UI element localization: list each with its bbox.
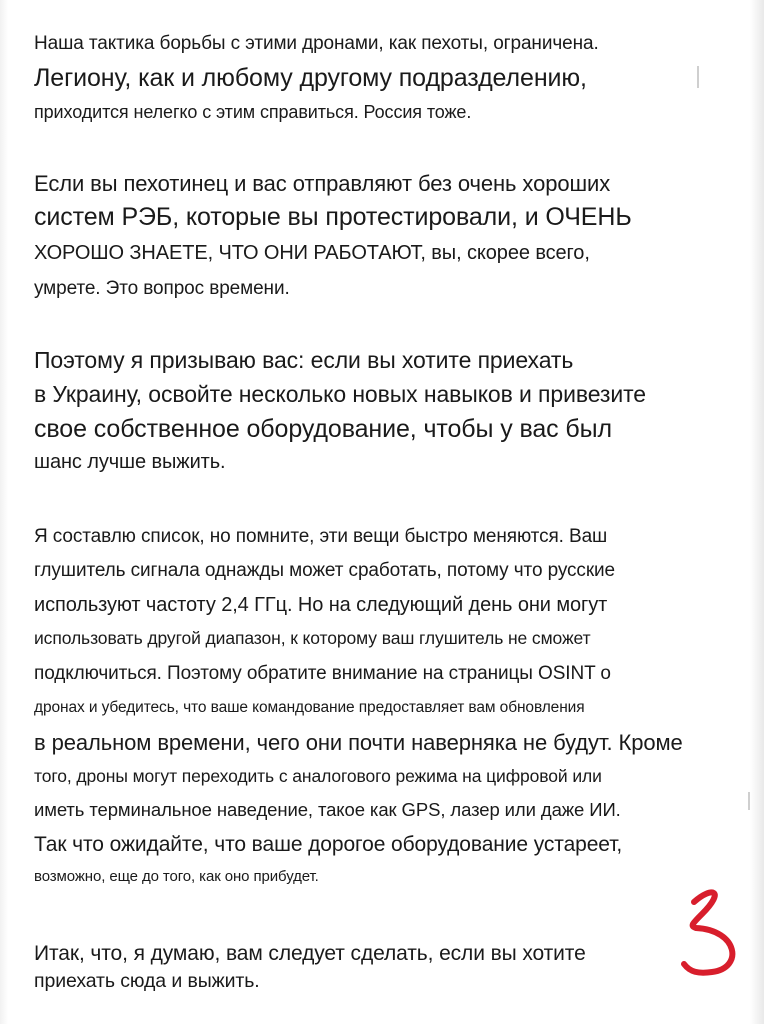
handwritten-page-number-mark	[672, 880, 752, 990]
paragraph-5-line-1: Итак, что, я думаю, вам следует сделать, если вы хотите	[34, 942, 586, 965]
paragraph-2-line-2: систем РЭБ, которые вы протестировали, и ОЧЕНЬ	[34, 203, 632, 231]
paragraph-4-line-4: использовать другой диапазон, к которому ваш глушитель не сможет	[34, 628, 591, 648]
paragraph-1-line-3: приходится нелегко с этим справиться. Россия тоже.	[34, 102, 472, 122]
paragraph-4-line-7: в реальном времени, чего они почти наверняка не будут. Кроме	[34, 730, 683, 755]
paragraph-4-line-3: используют частоту 2,4 ГГц. Но на следующий день они могут	[34, 594, 608, 616]
margin-artifact	[697, 66, 699, 88]
paragraph-4-line-1: Я составлю список, но помните, эти вещи быстро меняются. Ваш	[34, 526, 608, 547]
scan-left-edge	[0, 0, 8, 1024]
paragraph-2-line-1: Если вы пехотинец и вас отправляют без очень хороших	[34, 171, 611, 196]
paragraph-5-line-2: приехать сюда и выжить.	[34, 970, 260, 992]
paragraph-3-line-4: шанс лучше выжить.	[34, 451, 226, 473]
paragraph-2-line-3: ХОРОШО ЗНАЕТЕ, ЧТО ОНИ РАБОТАЮТ, вы, скорее всего,	[34, 242, 590, 264]
paragraph-3-line-3: свое собственное оборудование, чтобы у вас был	[34, 415, 612, 443]
paragraph-3-line-1: Поэтому я призываю вас: если вы хотите приехать	[34, 347, 574, 373]
paragraph-4-line-10: Так что ожидайте, что ваше дорогое оборудование устареет,	[34, 833, 623, 856]
paragraph-3-line-2: в Украину, освойте несколько новых навыков и привезите	[34, 381, 646, 407]
paragraph-4-line-9: иметь терминальное наведение, такое как GPS, лазер или даже ИИ.	[34, 799, 621, 820]
paragraph-1-line-1: Наша тактика борьбы с этими дронами, как пехоты, ограничена.	[34, 33, 599, 54]
margin-artifact	[748, 792, 750, 810]
paragraph-2-line-4: умрете. Это вопрос времени.	[34, 278, 290, 299]
paragraph-4-line-6: дронах и убедитесь, что ваше командование предоставляет вам обновления	[34, 699, 585, 716]
paragraph-4-line-8: того, дроны могут переходить с аналогового режима на цифровой или	[34, 766, 602, 786]
paragraph-4-line-11: возможно, еще до того, как оно прибудет.	[34, 868, 319, 885]
paragraph-1-line-2: Легиону, как и любому другому подразделению,	[34, 64, 587, 92]
paragraph-4-line-5: подключиться. Поэтому обратите внимание на страницы OSINT о	[34, 663, 611, 684]
paragraph-4-line-2: глушитель сигнала однажды может сработать, потому что русские	[34, 560, 616, 581]
scan-right-edge	[750, 0, 764, 1024]
